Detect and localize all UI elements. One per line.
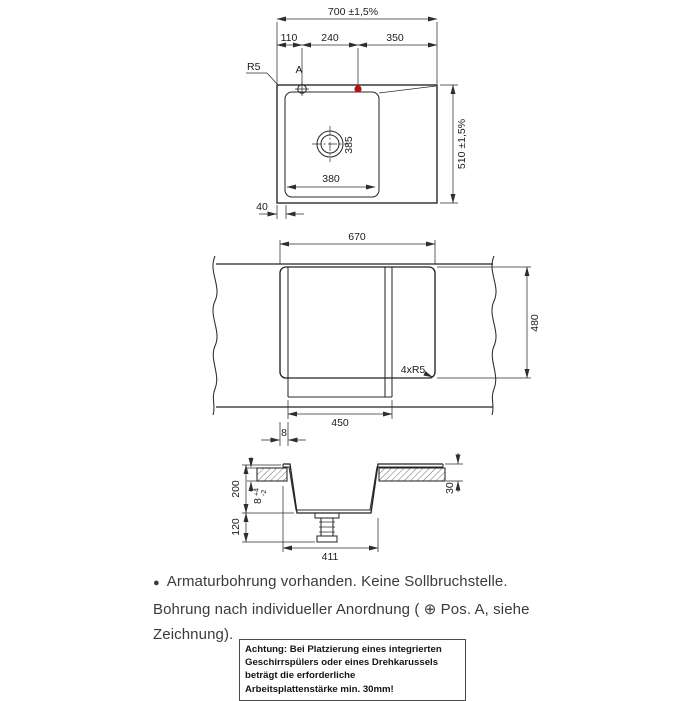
dim-flange-offset-label: 8 <box>281 427 287 439</box>
dim-bottom-width-label: 411 <box>321 551 339 563</box>
warning-box <box>239 639 466 701</box>
dim-cutout-depth <box>437 267 541 378</box>
radius-callout-4xr5 <box>401 364 433 377</box>
warning-line-1: Achtung: Bei Platzierung eines integrierten <box>245 644 442 655</box>
note-line-1 <box>153 569 613 597</box>
note-line-2: Bohrung nach individueller Anordnung ( ⊕ Pos. A, siehe <box>153 600 530 618</box>
dim-seg-240-label: 240 <box>321 32 339 44</box>
tolerance-minus-label: -2 <box>261 489 268 496</box>
4xr5-label: 4xR5 <box>400 364 426 376</box>
bullet-icon: ● <box>153 577 160 589</box>
dim-width-segments <box>277 32 437 84</box>
dim-drain-385 <box>343 136 355 154</box>
note-line-1-text: Armaturbohrung vorhanden. Keine Sollbruchstelle. <box>166 573 508 590</box>
dim-cutout-depth-label: 480 <box>529 314 541 332</box>
counter-section-right <box>379 468 445 481</box>
dim-bottom-width <box>283 486 378 563</box>
warning-line-3: beträgt die erforderliche <box>245 670 356 682</box>
note-line-3: Zeichnung). <box>153 626 234 643</box>
dim-edge-40-label: 40 <box>256 201 268 213</box>
dim-basin-depth-label: 200 <box>230 480 242 498</box>
warning-line-2: Geschirrspülers oder eines Drehkarussels <box>245 657 439 669</box>
tolerance-plus-label: +4 <box>253 488 261 496</box>
radius-callout-r5 <box>246 61 278 85</box>
right-break-line <box>492 256 496 415</box>
dim-overall-width-label: 700 ±1,5% <box>327 6 379 18</box>
cutout-view <box>213 231 541 446</box>
dim-flange-offset <box>261 422 306 446</box>
dim-overall-depth-label: 510 ±1,5% <box>456 118 468 170</box>
counter-section-left <box>257 468 287 481</box>
sink-outline <box>277 85 437 203</box>
dim-drain-height-label: 120 <box>230 518 242 536</box>
drainer-diagonal-line <box>379 86 436 93</box>
dim-cutout-width <box>280 231 435 264</box>
notes-block <box>153 569 613 648</box>
dim-basin-width-label: 450 <box>331 417 349 429</box>
alternate-hole-marker <box>354 85 361 92</box>
dim-drain-385-label: 385 <box>343 136 355 154</box>
warning-line-4: Arbeitsplattenstärke min. 30mm! <box>245 683 394 695</box>
left-break-line <box>213 256 217 415</box>
dim-basin-width <box>288 400 392 429</box>
cutout-outline <box>280 267 435 378</box>
dim-drain-380-label: 380 <box>322 173 340 185</box>
dim-drain-380 <box>287 173 375 187</box>
dim-cutout-width-label: 670 <box>348 231 366 243</box>
dim-edge-40 <box>256 201 304 219</box>
dim-seg-110-label: 110 <box>280 32 298 44</box>
dim-counter-thickness-label: 8 <box>252 498 264 504</box>
faucet-position-label: A <box>295 64 303 76</box>
dim-rim-height-label: 30 <box>444 482 456 494</box>
dim-drain-height <box>230 513 315 542</box>
dim-seg-350-label: 350 <box>386 32 404 44</box>
r5-label: R5 <box>247 61 261 73</box>
top-view <box>246 6 468 219</box>
dim-overall-depth <box>440 85 468 203</box>
dim-rim-height <box>444 453 463 494</box>
faucet-hole-marker <box>295 82 309 96</box>
section-view <box>230 453 463 563</box>
drain-fitting <box>315 513 339 542</box>
